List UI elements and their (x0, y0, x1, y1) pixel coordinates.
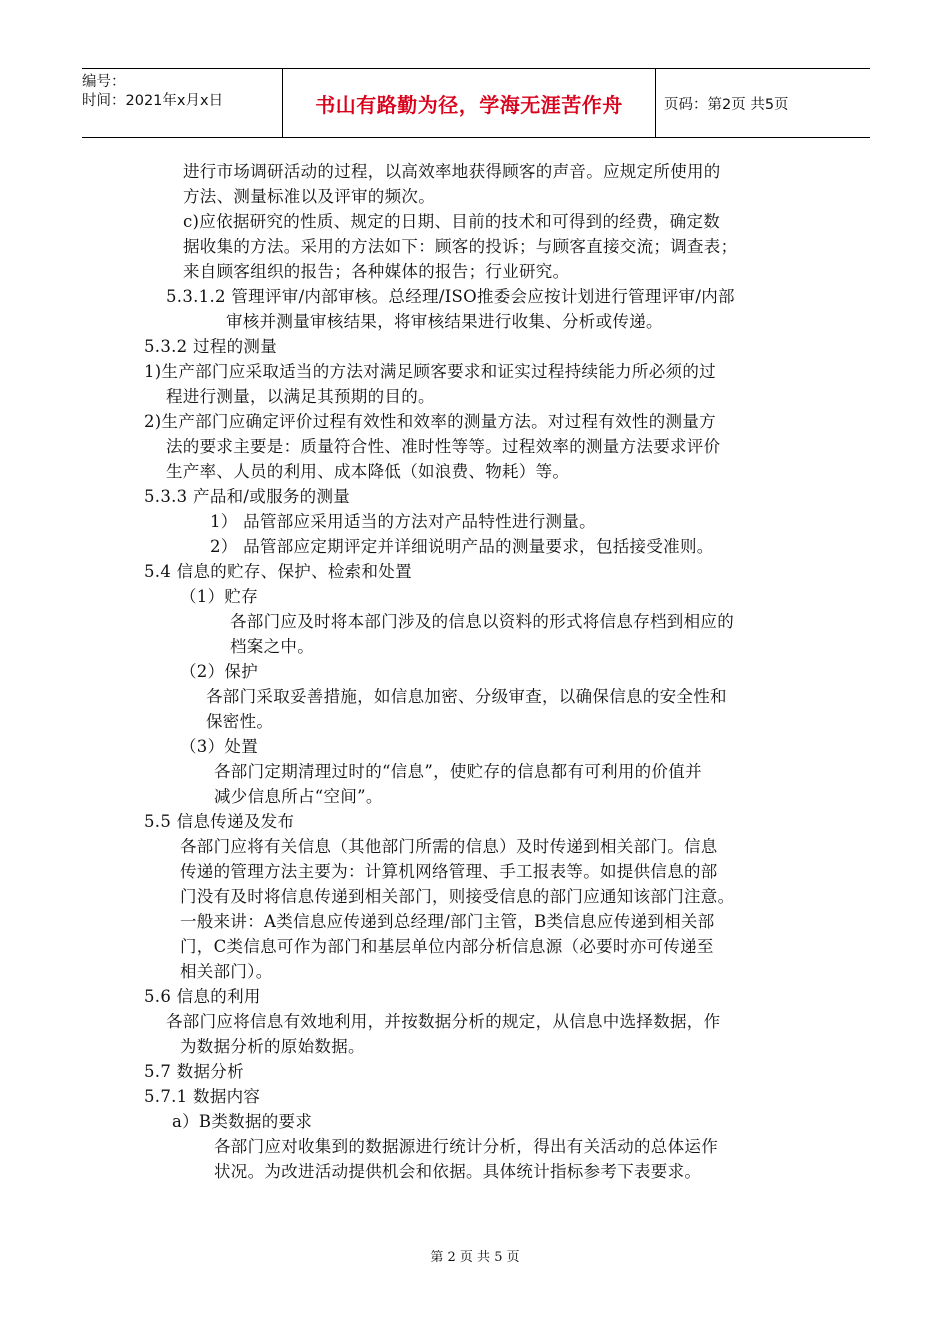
document-number-label: 编号： (82, 74, 126, 90)
body-line: 审核并测量审核结果，将审核结果进行收集、分析或传递。 (226, 312, 663, 331)
body-line: c)应依据研究的性质、规定的日期、目前的技术和可得到的经费，确定数 (183, 212, 721, 231)
body-line: 2)生产部门应确定评价过程有效性和效率的测量方法。对过程有效性的测量方 (144, 412, 716, 431)
body-line: 各部门采取妥善措施，如信息加密、分级审查，以确保信息的安全性和 (206, 687, 727, 706)
body-line: 传递的管理方法主要为：计算机网络管理、手工报表等。如提供信息的部 (180, 862, 718, 881)
body-line: 相关部门）。 (180, 962, 273, 981)
body-line: 保密性。 (206, 712, 274, 731)
list-item: 2） 品管部应定期评定并详细说明产品的测量要求，包括接受准则。 (210, 537, 714, 556)
header-motto: 书山有路勤为径，学海无涯苦作舟 (282, 69, 656, 137)
body-line: 档案之中。 (230, 637, 314, 656)
body-line: 各部门应对收集到的数据源进行统计分析，得出有关活动的总体运作 (214, 1137, 718, 1156)
body-line: 减少信息所占“空间”。 (214, 787, 383, 806)
subsection-heading: （2）保护 (180, 662, 258, 681)
body-line: 法的要求主要是：质量符合性、准时性等等。过程效率的测量方法要求评价 (166, 437, 721, 456)
subsection-heading: （1）贮存 (180, 587, 258, 606)
subsection-heading: a）B类数据的要求 (172, 1112, 313, 1131)
document-date: 时间：2021年x月x日 (82, 93, 224, 109)
body-line: 各部门定期清理过时的“信息”，使贮存的信息都有可利用的价值并 (214, 762, 702, 781)
body-line: 生产率、人员的利用、成本降低（如浪费、物耗）等。 (166, 462, 570, 481)
body-line: 各部门应将有关信息（其他部门所需的信息）及时传递到相关部门。信息 (180, 837, 718, 856)
body-line: 为数据分析的原始数据。 (180, 1037, 365, 1056)
section-heading: 5.3.3 产品和/或服务的测量 (144, 487, 351, 506)
section-heading: 5.3.1.2 管理评审/内部审核。总经理/ISO推委会应按计划进行管理评审/内部 (166, 287, 735, 306)
section-heading: 5.4 信息的贮存、保护、检索和处置 (144, 562, 412, 581)
body-line: 进行市场调研活动的过程，以高效率地获得顾客的声音。应规定所使用的 (183, 162, 721, 181)
section-heading: 5.7.1 数据内容 (144, 1087, 261, 1106)
section-heading: 5.5 信息传递及发布 (144, 812, 295, 831)
body-line: 1)生产部门应采取适当的方法对满足顾客要求和证实过程持续能力所必须的过 (144, 362, 716, 381)
body-line: 一般来讲：A类信息应传递到总经理/部门主管，B类信息应传递到相关部 (180, 912, 715, 931)
body-line: 各部门应及时将本部门涉及的信息以资料的形式将信息存档到相应的 (230, 612, 734, 631)
body-line: 程进行测量，以满足其预期的目的。 (166, 387, 435, 406)
section-heading: 5.6 信息的利用 (144, 987, 261, 1006)
page-footer: 第 2 页 共 5 页 (430, 1250, 520, 1265)
body-line: 方法、测量标准以及评审的频次。 (183, 187, 435, 206)
body-line: 门没有及时将信息传递到相关部门，则接受信息的部门应通知该部门注意。 (180, 887, 735, 906)
body-line: 各部门应将信息有效地利用，并按数据分析的规定，从信息中选择数据，作 (166, 1012, 721, 1031)
body-line: 据收集的方法。采用的方法如下：顾客的投诉；与顾客直接交流；调查表； (183, 237, 738, 256)
body-line: 门，C类信息可作为部门和基层单位内部分析信息源（必要时亦可传递至 (180, 937, 714, 956)
body-line: 来自顾客组织的报告；各种媒体的报告；行业研究。 (183, 262, 570, 281)
header-page-info: 页码：第2页 共5页 (664, 96, 789, 113)
subsection-heading: （3）处置 (180, 737, 258, 756)
list-item: 1） 品管部应采用适当的方法对产品特性进行测量。 (210, 512, 596, 531)
section-heading: 5.3.2 过程的测量 (144, 337, 278, 356)
section-heading: 5.7 数据分析 (144, 1062, 244, 1081)
body-line: 状况。为改进活动提供机会和依据。具体统计指标参考下表要求。 (214, 1162, 702, 1181)
